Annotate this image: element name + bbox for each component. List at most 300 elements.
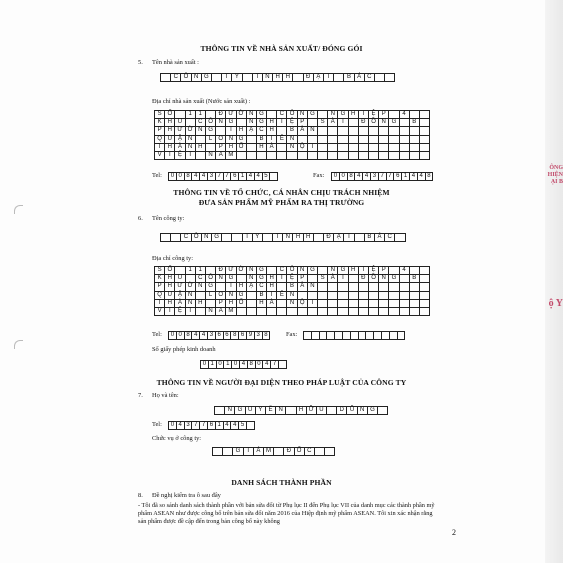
grid-cell <box>293 74 303 82</box>
grid-cell <box>378 407 388 415</box>
grid-cell: C <box>171 74 181 82</box>
grid-cell: 4 <box>363 173 371 181</box>
grid-cell: À <box>267 143 277 151</box>
grid-cell <box>342 332 350 340</box>
grid-cell: 4 <box>239 361 247 369</box>
grid-cell: Ệ <box>368 267 378 275</box>
grid-cell <box>338 283 348 291</box>
license-grid <box>200 360 287 369</box>
grid-cell: Á <box>253 448 263 456</box>
grid-cell: 0 <box>255 361 263 369</box>
grid-cell <box>419 307 429 315</box>
grid-cell <box>379 299 389 307</box>
grid-cell <box>338 299 348 307</box>
grid-cell <box>368 299 378 307</box>
grid-cell: Ư <box>226 267 236 275</box>
grid-cell: 0 <box>332 173 340 181</box>
grid-cell: N <box>297 267 307 275</box>
grid-cell <box>419 283 429 291</box>
grid-cell: 5 <box>239 422 247 430</box>
grid-cell: 4 <box>263 361 271 369</box>
grid-cell <box>328 283 338 291</box>
grid-cell: S <box>155 111 165 119</box>
grid-cell <box>267 111 277 119</box>
grid-cell: C <box>256 283 266 291</box>
grid-cell: T <box>185 151 195 159</box>
grid-cell: N <box>225 407 235 415</box>
section-title: ĐƯA SẢN PHẨM MỸ PHẨM RA THỊ TRƯỜNG <box>198 198 365 207</box>
grid-cell: M <box>226 151 236 159</box>
grid-cell <box>267 151 277 159</box>
grid-cell: N <box>357 407 367 415</box>
grid-cell: Ố <box>236 143 246 151</box>
grid-cell: 7 <box>223 173 231 181</box>
grid-cell <box>171 234 181 242</box>
grid-cell: P <box>216 299 226 307</box>
grid-cell: N <box>185 291 195 299</box>
grid-cell <box>368 127 378 135</box>
grid-cell <box>358 291 368 299</box>
grid-cell <box>242 74 252 82</box>
grid-cell: N <box>287 299 297 307</box>
grid-cell: 4 <box>417 173 425 181</box>
grid-cell <box>277 151 287 159</box>
grid-cell: N <box>307 127 317 135</box>
grid-cell <box>246 307 256 315</box>
section-title: THÔNG TIN VỀ NHÀ SẢN XUẤT/ ĐÓNG GÓI <box>200 44 363 53</box>
grid-cell <box>318 111 328 119</box>
grid-cell: N <box>287 291 297 299</box>
grid-cell <box>354 234 364 242</box>
grid-cell <box>211 74 221 82</box>
grid-cell <box>328 291 338 299</box>
grid-cell: 4 <box>192 173 200 181</box>
grid-cell: Ộ <box>297 299 307 307</box>
grid-cell: G <box>389 119 399 127</box>
grid-cell <box>195 307 205 315</box>
grid-cell <box>246 143 256 151</box>
grid-cell: B <box>287 127 297 135</box>
grid-cell: 4 <box>200 173 208 181</box>
grid-cell: U <box>245 407 255 415</box>
grid-cell: À <box>297 283 307 291</box>
grid-cell: G <box>389 275 399 283</box>
grid-cell: N <box>226 135 236 143</box>
grid-cell: B <box>364 234 374 242</box>
grid-cell: 4 <box>223 422 231 430</box>
field-label: Họ và tên: <box>152 392 179 399</box>
grid-cell <box>358 283 368 291</box>
grid-cell: N <box>216 275 226 283</box>
grid-cell: G <box>205 127 215 135</box>
grid-cell <box>385 74 395 82</box>
grid-cell <box>318 127 328 135</box>
grid-cell: H <box>165 283 175 291</box>
grid-cell: T <box>252 74 262 82</box>
grid-cell <box>256 307 266 315</box>
grid-cell <box>325 448 335 456</box>
grid-cell: Ố <box>236 299 246 307</box>
grid-cell <box>175 111 185 119</box>
grid-cell: Ậ <box>175 291 185 299</box>
grid-cell: N <box>226 291 236 299</box>
grid-cell <box>215 407 225 415</box>
grid-cell <box>256 151 266 159</box>
grid-cell <box>277 283 287 291</box>
grid-cell <box>338 291 348 299</box>
grid-cell: 6 <box>215 332 223 340</box>
grid-cell: 3 <box>254 332 262 340</box>
grid-cell: Đ <box>303 74 313 82</box>
grid-cell: N <box>307 283 317 291</box>
grid-cell: Ạ <box>246 283 256 291</box>
grid-cell: Ạ <box>246 127 256 135</box>
grid-cell <box>399 135 409 143</box>
grid-cell: N <box>191 74 201 82</box>
grid-cell: 1 <box>185 111 195 119</box>
grid-cell: Y <box>232 74 242 82</box>
grid-cell: A <box>216 151 226 159</box>
grid-cell <box>236 151 246 159</box>
grid-row <box>155 119 430 127</box>
grid-cell: 4 <box>355 173 363 181</box>
grid-cell: G <box>201 74 211 82</box>
grid-cell <box>213 448 223 456</box>
grid-cell: N <box>216 119 226 127</box>
grid-cell: 0 <box>169 332 177 340</box>
grid-cell <box>348 143 358 151</box>
grid-cell <box>161 74 171 82</box>
grid-cell: 0 <box>169 422 177 430</box>
grid-cell: I <box>307 143 317 151</box>
grid-cell <box>327 332 335 340</box>
grid-cell: 8 <box>425 173 433 181</box>
grid-cell: N <box>379 275 389 283</box>
grid-cell: Ộ <box>297 143 307 151</box>
grid-cell: 8 <box>184 332 192 340</box>
grid-cell <box>307 119 317 127</box>
company-name-grid <box>160 233 406 242</box>
grid-cell <box>338 127 348 135</box>
grid-cell: H <box>226 143 236 151</box>
grid-cell: Đ <box>324 234 334 242</box>
grid-cell: P <box>379 111 389 119</box>
grid-cell: 0 <box>201 361 209 369</box>
grid-cell <box>389 283 399 291</box>
grid-row <box>169 173 278 181</box>
grid-cell <box>389 111 399 119</box>
grid-cell: À <box>328 119 338 127</box>
grid-cell <box>399 151 409 159</box>
grid-cell <box>389 135 399 143</box>
grid-cell <box>232 234 242 242</box>
grid-cell: O <box>216 291 226 299</box>
field-label: Địa chỉ công ty: <box>152 255 193 262</box>
grid-cell: N <box>262 74 272 82</box>
grid-cell: 0 <box>216 361 224 369</box>
grid-cell: V <box>155 151 165 159</box>
grid-cell: I <box>324 74 334 82</box>
grid-cell: 0 <box>169 173 177 181</box>
grid-cell: Ệ <box>287 275 297 283</box>
grid-cell <box>274 448 284 456</box>
grid-cell: U <box>316 407 326 415</box>
grid-cell <box>328 299 338 307</box>
grid-cell <box>328 127 338 135</box>
grid-cell <box>348 119 358 127</box>
grid-cell: N <box>246 119 256 127</box>
grid-cell: 0 <box>176 332 184 340</box>
grid-cell <box>348 283 358 291</box>
grid-cell: N <box>328 267 338 275</box>
grid-cell <box>286 407 296 415</box>
grid-cell: 3 <box>207 332 215 340</box>
grid-row <box>169 422 255 430</box>
grid-cell <box>318 299 328 307</box>
item-number: 8. <box>138 492 143 499</box>
grid-cell: N <box>276 407 286 415</box>
grid-cell: A <box>216 307 226 315</box>
grid-cell <box>278 361 286 369</box>
grid-cell: T <box>155 143 165 151</box>
grid-cell: G <box>236 291 246 299</box>
grid-cell <box>307 151 317 159</box>
grid-cell <box>389 151 399 159</box>
grid-cell <box>358 143 368 151</box>
grid-cell: 4 <box>399 111 409 119</box>
grid-cell: I <box>267 135 277 143</box>
grid-cell <box>368 151 378 159</box>
grid-cell: T <box>155 299 165 307</box>
grid-cell <box>318 307 328 315</box>
grid-cell <box>318 135 328 143</box>
grid-cell <box>328 307 338 315</box>
grid-cell: N <box>205 151 215 159</box>
grid-cell <box>307 135 317 143</box>
grid-cell: H <box>195 143 205 151</box>
grid-cell: Ờ <box>236 267 246 275</box>
grid-cell <box>297 151 307 159</box>
grid-cell <box>399 275 409 283</box>
grid-cell: S <box>318 275 328 283</box>
field-label: Fax: <box>286 331 298 338</box>
grid-cell <box>318 267 328 275</box>
grid-cell <box>389 307 399 315</box>
grid-cell: Ữ <box>306 407 316 415</box>
grid-cell: T <box>185 307 195 315</box>
grid-cell: G <box>256 119 266 127</box>
grid-cell: P <box>297 275 307 283</box>
phone-grid <box>168 172 278 181</box>
grid-cell: 7 <box>200 422 208 430</box>
grid-row <box>155 143 430 151</box>
grid-cell: À <box>328 275 338 283</box>
grid-cell: N <box>328 111 338 119</box>
grid-cell: N <box>287 135 297 143</box>
grid-cell: 6 <box>207 422 215 430</box>
grid-cell: S <box>318 119 328 127</box>
grid-cell: H <box>195 299 205 307</box>
grid-cell <box>297 135 307 143</box>
grid-cell <box>246 422 254 430</box>
grid-cell: G <box>235 407 245 415</box>
grid-cell: Đ <box>284 448 294 456</box>
grid-cell <box>348 299 358 307</box>
grid-cell <box>419 299 429 307</box>
grid-cell: G <box>226 119 236 127</box>
grid-row <box>215 407 388 415</box>
phone-grid <box>168 421 255 430</box>
grid-cell: Ô <box>181 74 191 82</box>
grid-cell: M <box>226 307 236 315</box>
fax-grid <box>303 331 405 340</box>
grid-cell <box>399 299 409 307</box>
grid-cell: H <box>165 299 175 307</box>
manufacturer-name-grid <box>160 73 395 82</box>
grid-cell: I <box>243 448 253 456</box>
grid-cell: I <box>338 119 348 127</box>
grid-row <box>332 173 433 181</box>
field-label: Số giấy phép kinh doanh <box>152 346 216 353</box>
grid-cell: 1 <box>195 111 205 119</box>
grid-cell: B <box>344 74 354 82</box>
grid-cell: C <box>385 234 395 242</box>
section-title: THÔNG TIN VỀ TỔ CHỨC, CÁ NHÂN CHỊU TRÁCH NHIỆM <box>173 188 390 197</box>
grid-cell <box>379 291 389 299</box>
grid-cell <box>419 135 429 143</box>
grid-cell: P <box>379 267 389 275</box>
grid-cell: 6 <box>231 173 239 181</box>
grid-cell <box>366 332 374 340</box>
grid-cell <box>358 299 368 307</box>
grid-cell: H <box>267 275 277 283</box>
grid-row <box>155 151 430 159</box>
grid-cell: Ố <box>294 448 304 456</box>
grid-cell: T <box>222 74 232 82</box>
grid-row <box>155 127 430 135</box>
grid-cell <box>205 143 215 151</box>
grid-cell: 8 <box>262 332 270 340</box>
grid-cell: H <box>226 299 236 307</box>
grid-cell: Ệ <box>368 111 378 119</box>
grid-cell: N <box>246 111 256 119</box>
grid-cell: N <box>195 127 205 135</box>
grid-cell: Ồ <box>368 119 378 127</box>
grid-cell <box>216 283 226 291</box>
grid-cell <box>277 143 287 151</box>
grid-cell: Ũ <box>347 407 357 415</box>
grid-cell <box>246 299 256 307</box>
grid-cell: I <box>307 299 317 307</box>
grid-cell: T <box>226 127 236 135</box>
grid-cell: 7 <box>192 422 200 430</box>
grid-cell: I <box>165 151 175 159</box>
grid-cell <box>419 151 429 159</box>
grid-cell: 1 <box>239 173 247 181</box>
grid-cell <box>389 267 399 275</box>
grid-cell: Á <box>354 74 364 82</box>
grid-cell: 7 <box>271 361 279 369</box>
grid-cell <box>297 307 307 315</box>
grid-cell <box>348 151 358 159</box>
grid-cell <box>389 332 397 340</box>
grid-row <box>155 275 430 283</box>
grid-cell: S <box>155 267 165 275</box>
punch-mark <box>14 340 23 349</box>
grid-cell: N <box>205 307 215 315</box>
grid-cell <box>334 74 344 82</box>
grid-cell <box>327 407 337 415</box>
grid-cell: H <box>267 119 277 127</box>
grid-cell: H <box>165 127 175 135</box>
grid-cell: O <box>216 135 226 143</box>
grid-cell: I <box>267 291 277 299</box>
grid-cell <box>246 135 256 143</box>
grid-cell: G <box>367 407 377 415</box>
grid-cell: Ô <box>205 275 215 283</box>
field-label: Tên công ty: <box>152 215 185 222</box>
grid-cell: C <box>277 267 287 275</box>
grid-cell <box>307 307 317 315</box>
grid-cell <box>358 127 368 135</box>
grid-cell: H <box>293 234 303 242</box>
grid-cell: 1 <box>185 267 195 275</box>
grid-cell: G <box>338 267 348 275</box>
grid-cell: I <box>358 267 368 275</box>
grid-cell <box>287 151 297 159</box>
grid-cell: 1 <box>224 361 232 369</box>
grid-cell: 1 <box>215 422 223 430</box>
grid-cell: I <box>338 275 348 283</box>
grid-cell: À <box>267 299 277 307</box>
grid-cell: V <box>155 307 165 315</box>
grid-cell: G <box>211 234 221 242</box>
grid-cell: Ờ <box>185 283 195 291</box>
grid-cell <box>368 135 378 143</box>
grid-cell: 7 <box>215 173 223 181</box>
grid-cell: 1 <box>195 267 205 275</box>
position-grid <box>212 447 335 456</box>
grid-cell <box>307 275 317 283</box>
grid-cell: H <box>236 283 246 291</box>
grid-cell: Y <box>252 234 262 242</box>
grid-cell <box>338 307 348 315</box>
grid-cell <box>319 332 327 340</box>
grid-cell: H <box>348 111 358 119</box>
grid-cell: 8 <box>347 173 355 181</box>
grid-cell: H <box>296 407 306 415</box>
grid-cell: P <box>155 283 165 291</box>
grid-cell <box>419 127 429 135</box>
grid-cell: À <box>297 127 307 135</box>
grid-cell: G <box>307 111 317 119</box>
grid-cell <box>389 127 399 135</box>
grid-cell: 4 <box>399 267 409 275</box>
grid-cell <box>368 143 378 151</box>
grid-cell <box>379 135 389 143</box>
grid-cell <box>348 291 358 299</box>
grid-cell <box>358 332 366 340</box>
grid-cell: I <box>358 111 368 119</box>
grid-cell <box>419 119 429 127</box>
grid-cell <box>379 307 389 315</box>
grid-cell <box>379 283 389 291</box>
grid-cell <box>399 307 409 315</box>
grid-cell <box>374 74 384 82</box>
grid-cell: Ậ <box>175 135 185 143</box>
grid-cell <box>262 234 272 242</box>
grid-cell: 7 <box>386 173 394 181</box>
